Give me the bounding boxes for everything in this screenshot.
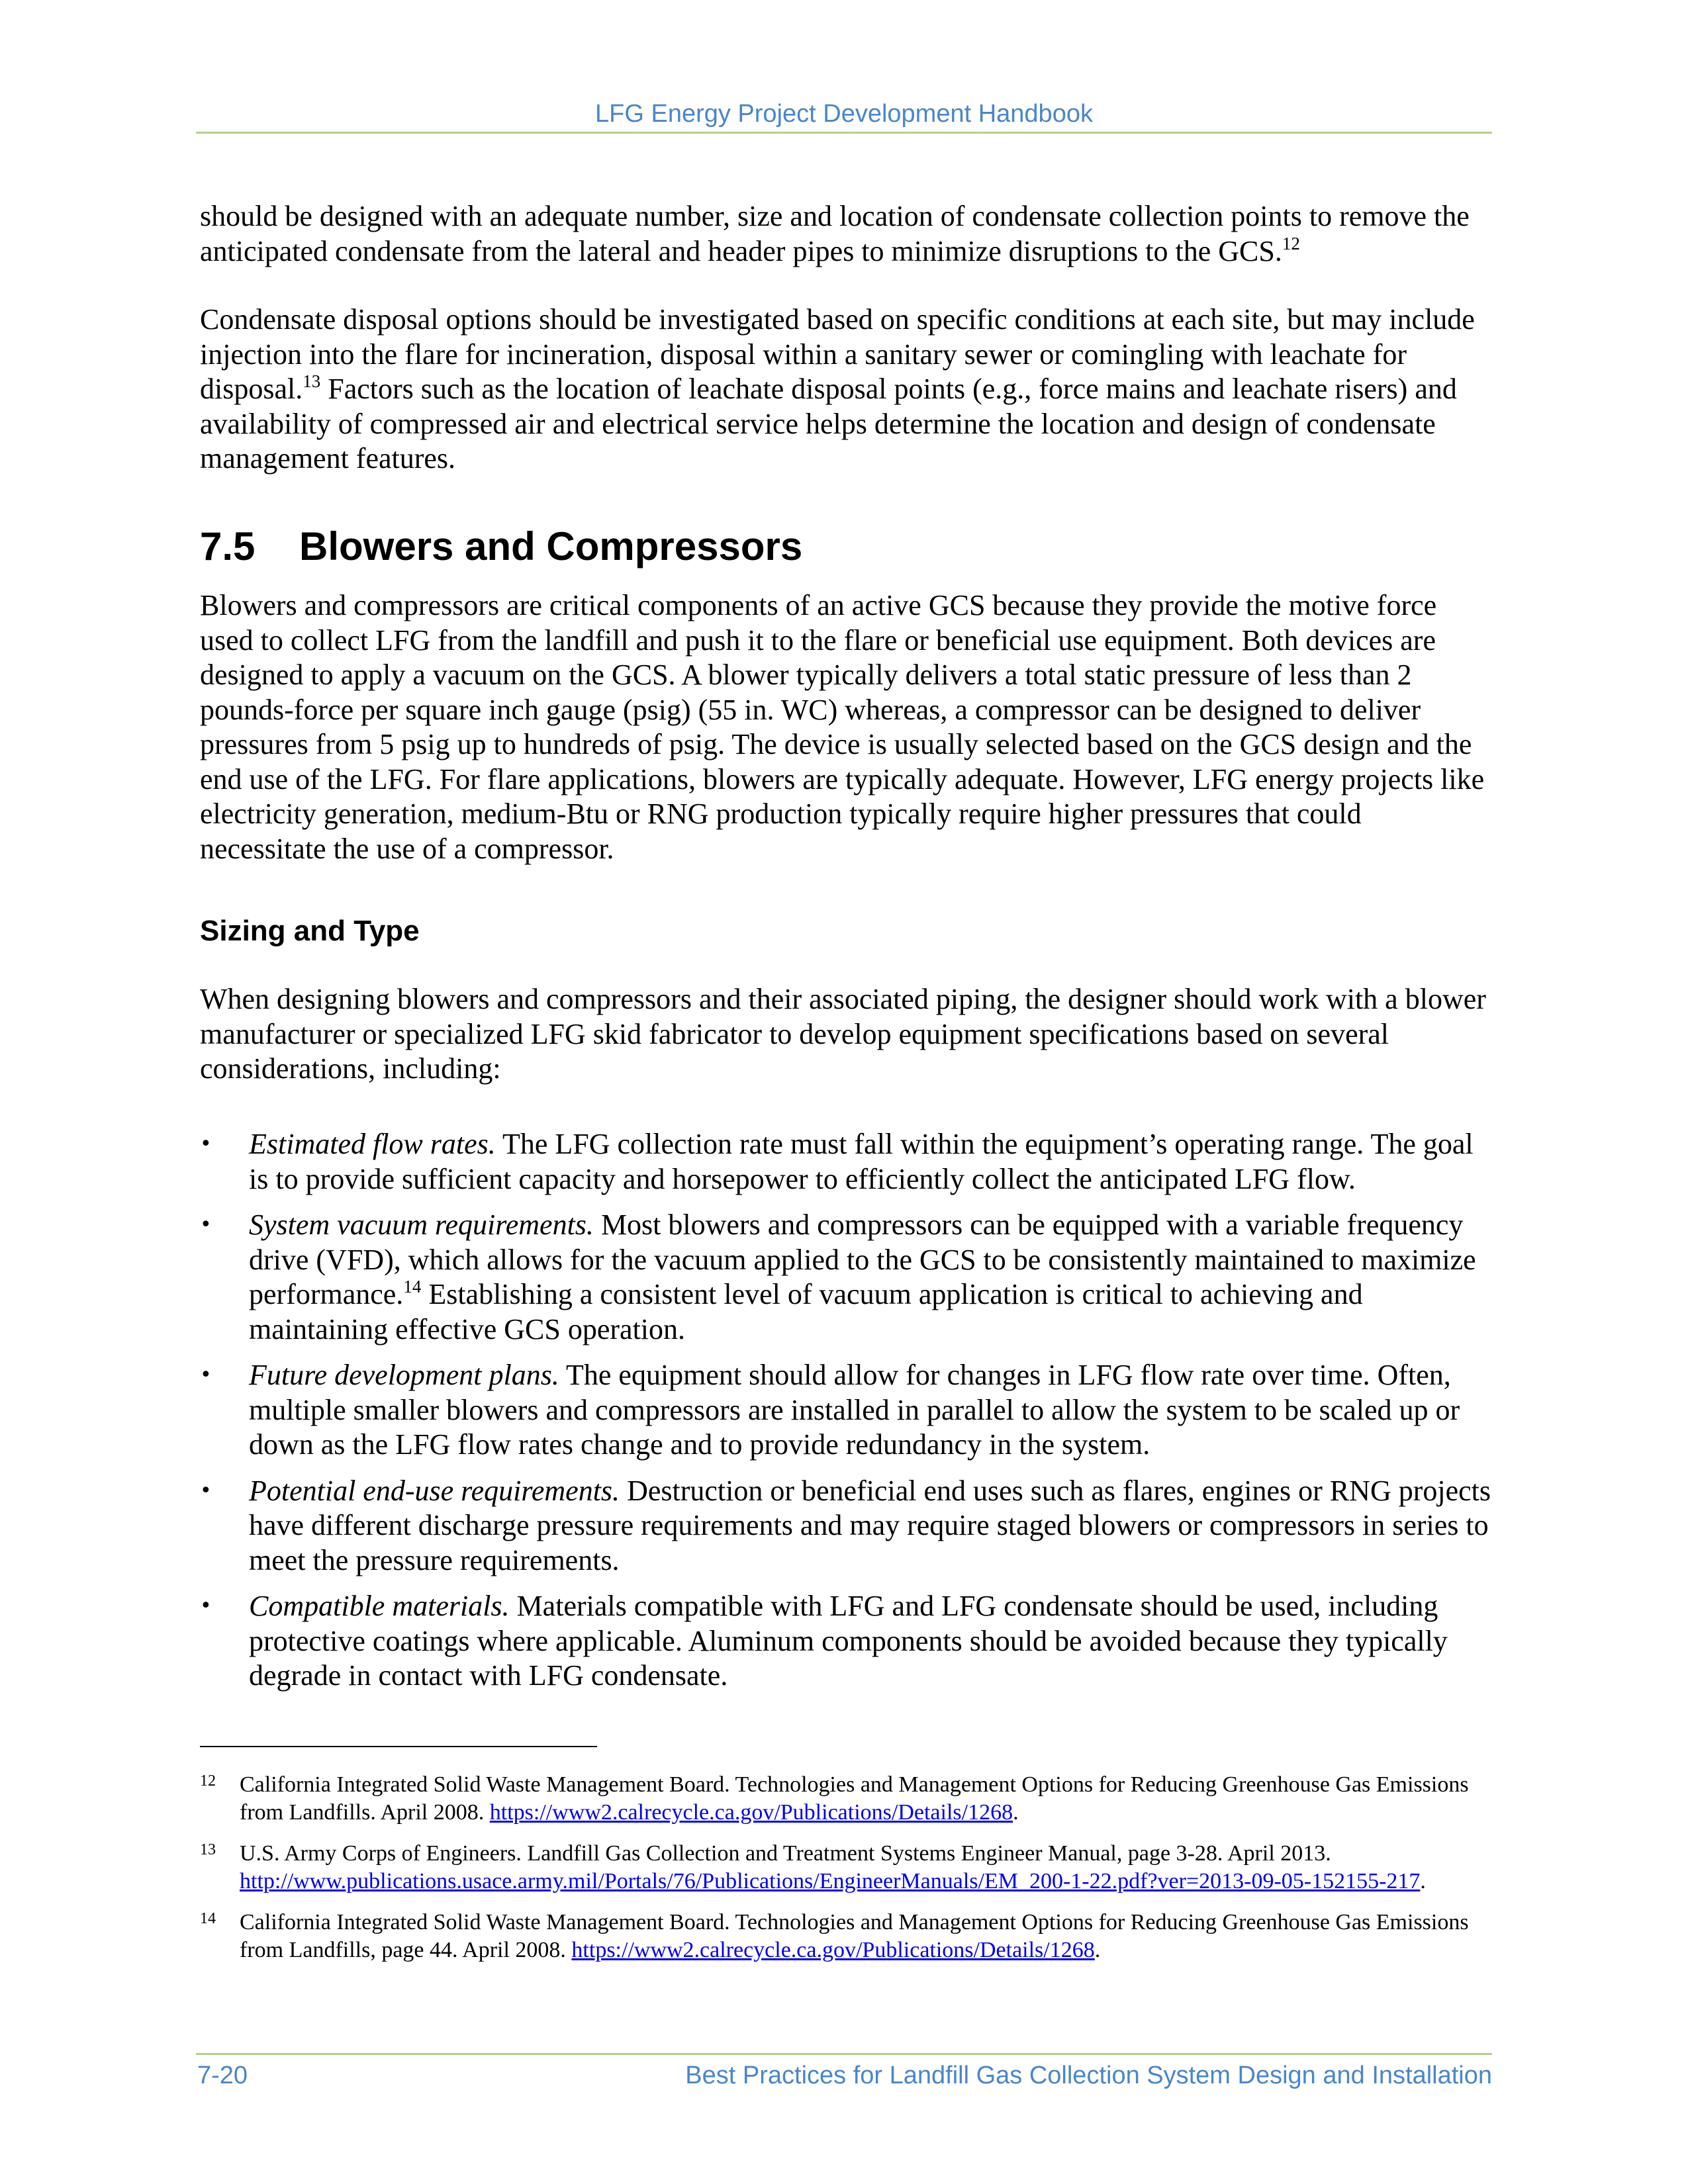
page-number: 7-20 [197, 2062, 248, 2089]
footnote-number: 13 [200, 1841, 216, 1858]
list-item-text: The equipment should allow for changes in LFG flow rate over time. Often, multiple smaller blowers and compressors are installed in parallel to allow the system to be scaled up or down as the LFG flow rates change and to provide redundancy in the system. [249, 1359, 1460, 1461]
paragraph-text: should be designed with an adequate number, size and location of condensate collection points to remove the anticipated condensate from the lateral and header pipes to minimize disruptions to the GCS. [200, 200, 1470, 267]
footnote-link[interactable]: http://www.publications.usace.army.mil/Portals/76/Publications/EngineerManuals/EM_200-1-22.pdf?ver=2013-09-05-152155-217 [240, 1869, 1421, 1893]
list-item-lead: Potential end-use requirements. [249, 1474, 620, 1507]
bullet-icon: • [200, 1363, 212, 1387]
footer-title: Best Practices for Landfill Gas Collection System Design and Installation [685, 2062, 1492, 2089]
list-item [200, 1589, 1497, 1694]
bullet-icon: • [200, 1132, 212, 1156]
section-number: 7.5 [200, 524, 256, 569]
list-item-text: Most blowers and compressors can be equipped with a variable frequency drive (VFD), which allows for the vacuum applied to the GCS to be consistently maintained to maximize performance. [249, 1208, 1476, 1310]
considerations-list [200, 1127, 1497, 1705]
footnote-text: California Integrated Solid Waste Management Board. Technologies and Management Options for Reducing Greenhouse Gas Emissions from Landfills, page 44. April 2008. [240, 1910, 1469, 1962]
paragraph-design-considerations: When designing blowers and compressors and their associated piping, the designer should work with a blower manufacturer or specialized LFG skid fabricator to develop equipment specifications based on several considerations, including: [200, 983, 1486, 1085]
paragraph-condensate-disposal [200, 302, 1491, 477]
footnote-end: . [1420, 1869, 1426, 1893]
footnote-13 [200, 1840, 1497, 1895]
subsection-heading: Sizing and Type [200, 915, 420, 947]
list-item [200, 1127, 1497, 1197]
list-item-lead: System vacuum requirements. [249, 1208, 594, 1241]
list-item-text: Materials compatible with LFG and LFG condensate should be used, including protective coatings where applicable. Aluminum components should be avoided because they typically degrade in contact with LFG condensate. [249, 1590, 1448, 1692]
footnote-12 [200, 1771, 1497, 1827]
paragraph-text-continued: Factors such as the location of leachate disposal points (e.g., force mains and leachate risers) and availability of compressed air and electrical service helps determine the location and design of condensate management features. [200, 373, 1457, 475]
footnote-end: . [1013, 1800, 1019, 1825]
section-heading [200, 523, 1491, 570]
footnote-link[interactable]: https://www2.calrecycle.ca.gov/Publications/Details/1268 [489, 1800, 1013, 1825]
list-item-text-continued: Establishing a consistent level of vacuum application is critical to achieving and maintaining effective GCS operation. [249, 1278, 1363, 1345]
footnote-ref-13[interactable]: 13 [303, 371, 321, 391]
list-item-lead: Compatible materials. [249, 1590, 510, 1622]
footnote-14 [200, 1909, 1497, 1964]
footnote-number: 14 [200, 1910, 216, 1927]
bullet-icon: • [200, 1479, 212, 1502]
paragraph-blowers-intro: Blowers and compressors are critical components of an active GCS because they provide the motive force used to collect LFG from the landfill and push it to the flare or beneficial use equipment. Both devices are designed to apply a vacuum on the GCS. A blower typically delivers a total static pressure of less than 2 pounds-force per square inch gauge (psig) (55 in. WC) whereas, a compressor can be designed to deliver pressures from 5 psig up to hundreds of psig. The device is usually selected based on the GCS design and the end use of the LFG. For flare applications, blowers are typically adequate. However, LFG energy projects like electricity generation, medium-Btu or RNG production typically require higher pressures that could necessitate the use of a compressor. [200, 589, 1485, 865]
list-item [200, 1474, 1497, 1578]
footer-divider [196, 2053, 1492, 2055]
bullet-icon: • [200, 1594, 212, 1617]
list-item-lead: Estimated flow rates. [249, 1128, 496, 1160]
list-item [200, 1358, 1497, 1463]
list-item [200, 1208, 1497, 1347]
footnote-number: 12 [200, 1772, 216, 1790]
footnote-text: U.S. Army Corps of Engineers. Landfill Gas Collection and Treatment Systems Engineer Manual, page 3-28. April 2013. [240, 1841, 1331, 1866]
paragraph-text: Condensate disposal options should be investigated based on specific conditions at each site, but may include injection into the flare for incineration, disposal within a sanitary sewer or comingling with leachate for disposal. [200, 303, 1475, 405]
list-item-text: Destruction or beneficial end uses such as flares, engines or RNG projects have different discharge pressure requirements and may require staged blowers or compressors in series to meet the pressure requirements. [249, 1474, 1491, 1576]
footnote-separator [200, 1746, 597, 1747]
footnote-end: . [1094, 1938, 1101, 1962]
running-header: LFG Energy Project Development Handbook [595, 100, 1093, 128]
bullet-icon: • [200, 1213, 212, 1236]
header-divider [196, 132, 1492, 134]
paragraph-condensate-collection [200, 199, 1491, 269]
footnote-text: California Integrated Solid Waste Management Board. Technologies and Management Options for Reducing Greenhouse Gas Emissions from Landfills. April 2008. [240, 1772, 1469, 1825]
section-title: Blowers and Compressors [299, 524, 803, 569]
footnotes-section [200, 1771, 1497, 1978]
list-item-text: The LFG collection rate must fall within the equipment’s operating range. The goal is to provide sufficient capacity and horsepower to efficiently collect the anticipated LFG flow. [249, 1128, 1474, 1195]
footnote-ref-12[interactable]: 12 [1282, 233, 1300, 253]
footnote-link[interactable]: https://www2.calrecycle.ca.gov/Publications/Details/1268 [571, 1938, 1095, 1962]
footnote-ref-14[interactable]: 14 [403, 1277, 422, 1297]
list-item-lead: Future development plans. [249, 1359, 559, 1391]
